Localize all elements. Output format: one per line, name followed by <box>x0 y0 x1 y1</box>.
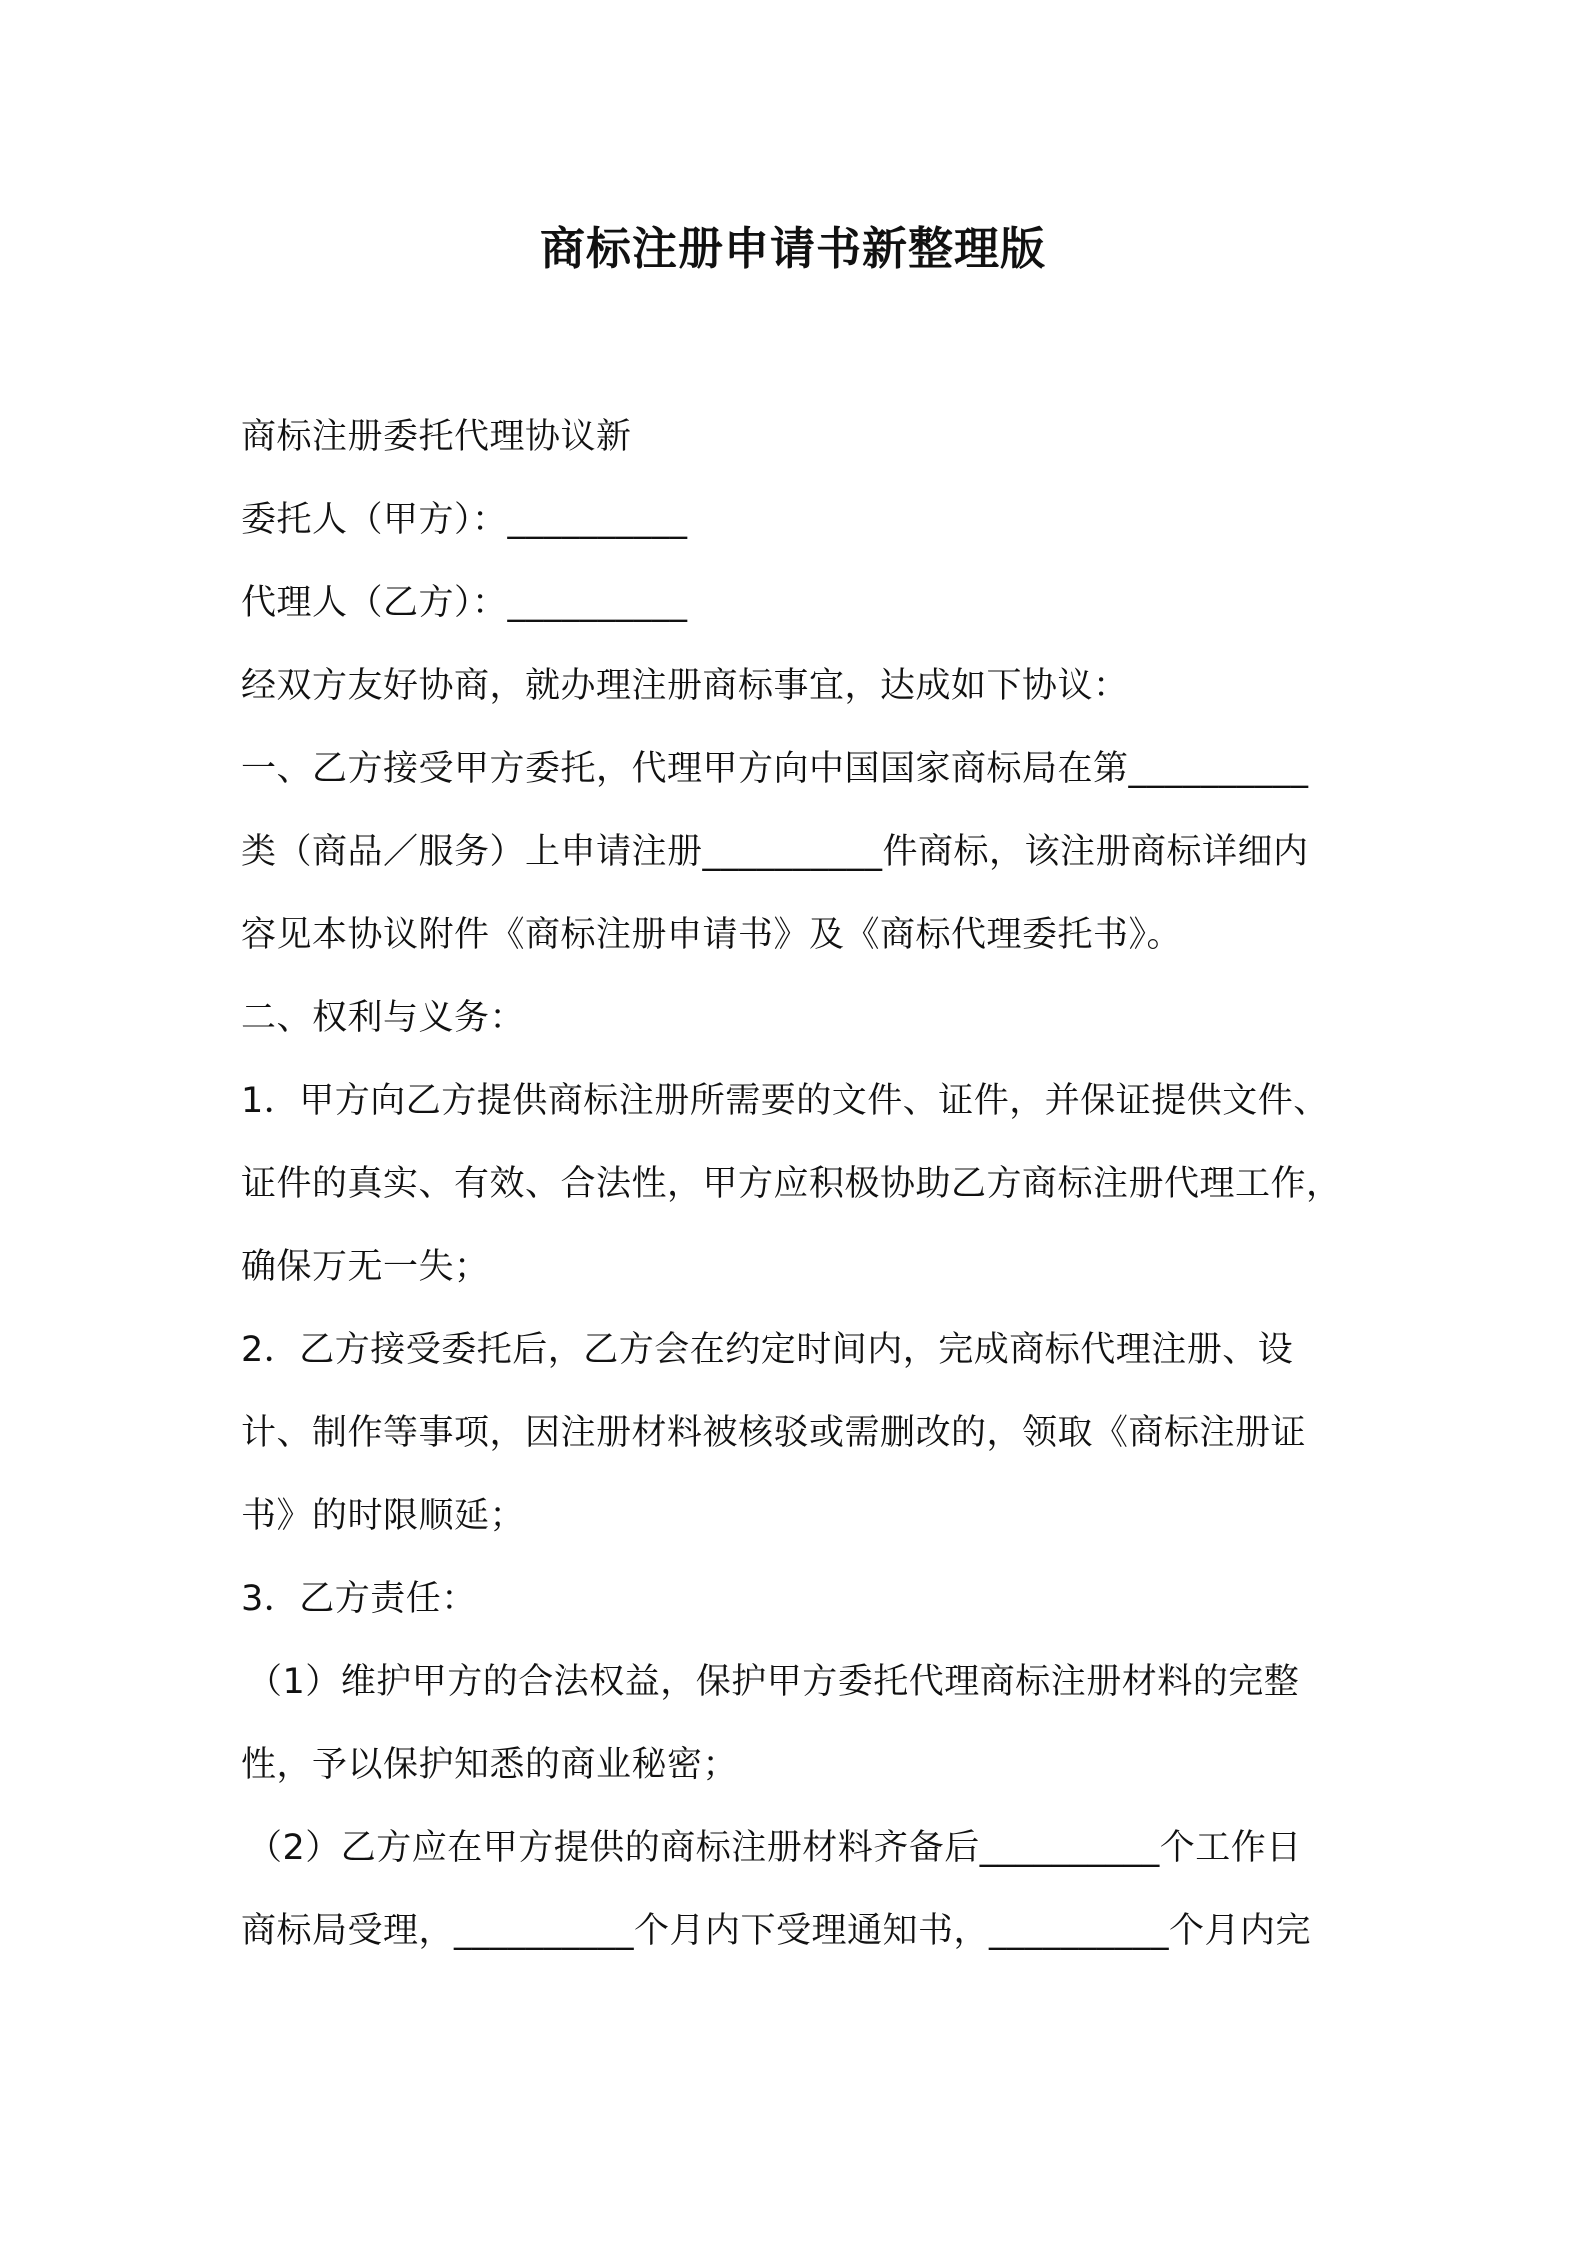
text-line: 商标注册委托代理协议新 <box>241 417 632 457</box>
text-line: 委托人（甲方）：__________ <box>241 500 688 540</box>
text-line: （2）乙方应在甲方提供的商标注册材料齐备后__________个工作日 <box>247 1828 1302 1868</box>
text-line: 一、乙方接受甲方委托，代理甲方向中国国家商标局在第__________ <box>241 749 1309 789</box>
text-line: 经双方友好协商，就办理注册商标事宜，达成如下协议： <box>241 666 1129 706</box>
text-line: 容见本协议附件《商标注册申请书》及《商标代理委托书》。 <box>241 915 1183 955</box>
text-line: 代理人（乙方）：__________ <box>241 583 688 623</box>
text-line: 证件的真实、有效、合法性，甲方应积极协助乙方商标注册代理工作， <box>241 1164 1342 1204</box>
text-line: 二、权利与义务： <box>241 998 526 1038</box>
text-line: 计、制作等事项，因注册材料被核驳或需删改的，领取《商标注册证 <box>241 1413 1307 1453</box>
text-line: 2．乙方接受委托后，乙方会在约定时间内，完成商标代理注册、设 <box>241 1330 1294 1370</box>
text-line: 1．甲方向乙方提供商标注册所需要的文件、证件，并保证提供文件、 <box>241 1081 1329 1121</box>
text-line: （1）维护甲方的合法权益，保护甲方委托代理商标注册材料的完整 <box>247 1662 1300 1702</box>
text-line: 书》的时限顺延； <box>241 1496 526 1536</box>
text-line: 确保万无一失； <box>241 1247 490 1287</box>
text-line: 类（商品／服务）上申请注册__________件商标，该注册商标详细内 <box>241 832 1309 872</box>
text-line: 3．乙方责任： <box>241 1579 477 1619</box>
document-title: 商标注册申请书新整理版 <box>539 222 1046 275</box>
text-line: 性，予以保护知悉的商业秘密； <box>241 1745 739 1785</box>
text-line: 商标局受理，__________个月内下受理通知书，__________个月内完 <box>241 1911 1312 1951</box>
